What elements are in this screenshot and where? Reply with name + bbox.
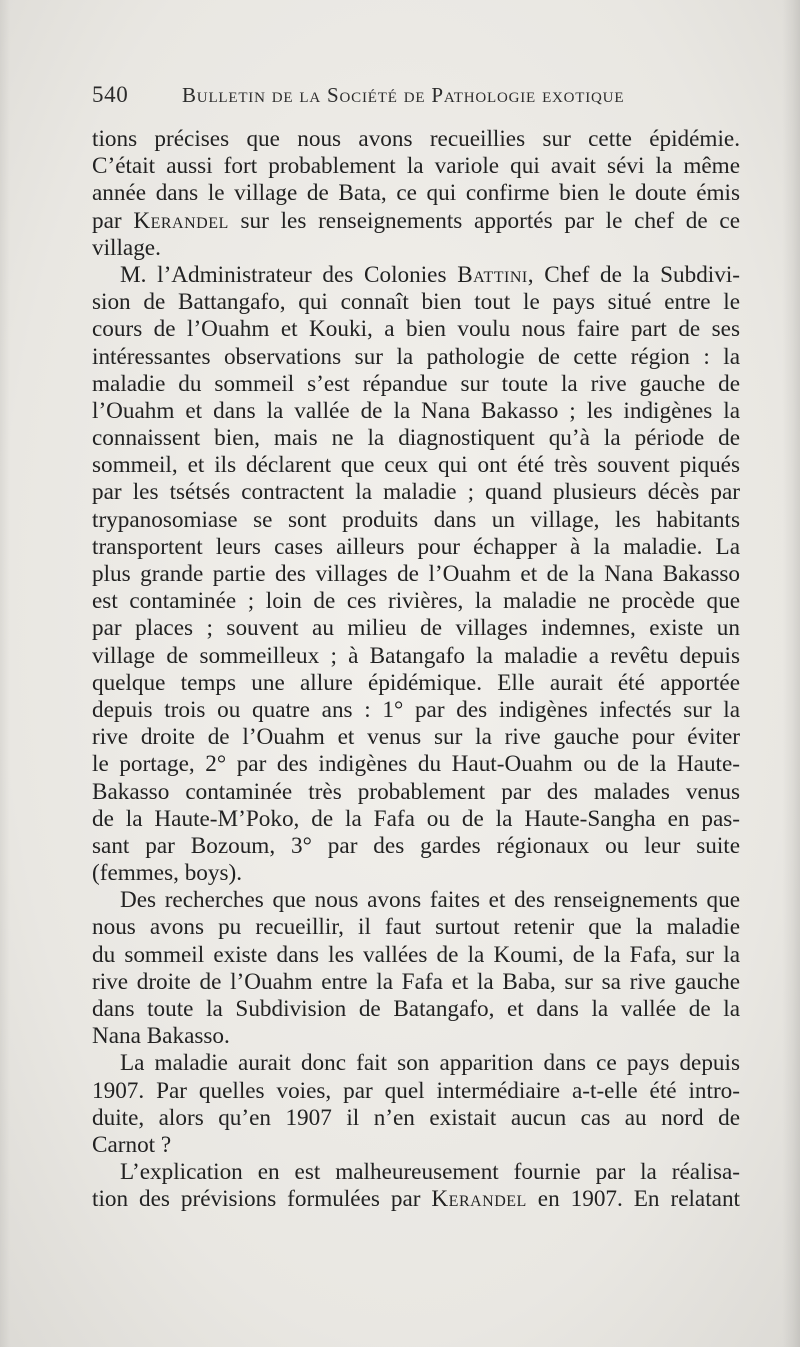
text-line: rive droite de l’Ouahm entre la Fafa et la Baba, sur sa rive gauche <box>92 968 740 995</box>
text-fragment: en 1907. En relatant <box>526 1186 740 1213</box>
text-line: quelque temps une allure épidémique. Elle aurait été apportée <box>92 669 740 696</box>
text-line: village. <box>92 234 161 261</box>
text-fragment: par <box>92 207 134 234</box>
page-header <box>92 82 742 116</box>
text-line: transportent leurs cases ailleurs pour échapper à la maladie. La <box>92 533 740 560</box>
text-line: rive droite de l’Ouahm et venus sur la rive gauche pour éviter <box>92 724 740 751</box>
text-line: sion de Battangafo, qui connaît bien tout le pays situé entre le <box>92 289 740 316</box>
text-line: cours de l’Ouahm et Kouki, a bien voulu nous faire part de ses <box>92 316 740 343</box>
body-text <box>92 126 740 1214</box>
text-line: trypanosomiase se sont produits dans un village, les habitants <box>92 506 740 533</box>
text-fragment: tion des prévisions formulées par <box>92 1186 432 1213</box>
text-line: est contaminée ; loin de ces rivières, la maladie ne procède que <box>92 588 740 615</box>
text-line: depuis trois ou quatre ans : 1° par des indigènes infectés sur la <box>92 696 740 723</box>
author-name-battini: Battini <box>457 261 528 288</box>
author-name-kerandel: Kerandel <box>133 207 229 234</box>
text-fragment: M. l’Administrateur des Colonies <box>120 261 458 288</box>
text-line: C’était aussi fort probablement la variole qui avait sévi la même <box>92 153 740 180</box>
text-line: année dans le village de Bata, ce qui confirme bien le doute émis <box>92 180 740 207</box>
page-gutter-shadow <box>782 0 800 1347</box>
text-fragment: sur les renseignements apportés par le chef de ce <box>228 207 741 234</box>
text-line <box>92 208 740 235</box>
text-line: dans toute la Subdivision de Batangafo, et dans la vallée de la <box>92 996 740 1022</box>
text-line: par places ; souvent au milieu de villages indemnes, existe un <box>92 615 740 642</box>
running-title: Bulletin de la Société de Pathologie exotique <box>182 83 625 107</box>
text-line: sommeil, et ils déclarent que ceux qui ont été très souvent piqués <box>92 452 740 479</box>
text-line: tions précises que nous avons recueillies sur cette épidémie. <box>92 126 740 152</box>
text-line <box>92 262 740 289</box>
text-line: Carnot ? <box>92 1131 172 1158</box>
text-line: le portage, 2° par des indigènes du Haut-Ouahm ou de la Haute- <box>92 751 740 778</box>
text-line: (femmes, boys). <box>92 860 243 887</box>
text-line: sant par Bozoum, 3° par des gardes régionaux ou leur suite <box>92 832 740 859</box>
text-line: maladie du sommeil s’est répandue sur toute la rive gauche de <box>92 370 740 397</box>
text-line: par les tsétsés contractent la maladie ; quand plusieurs décès par <box>92 479 740 506</box>
text-line: Bakasso contaminée très probablement par des malades venus <box>92 778 740 805</box>
text-line: nous avons pu recueillir, il faut surtout retenir que la maladie <box>92 914 740 941</box>
text-line: l’Ouahm et dans la vallée de la Nana Bakasso ; les indigènes la <box>92 397 740 424</box>
text-line: connaissent bien, mais ne la diagnostiquent qu’à la période de <box>92 425 740 452</box>
text-line: du sommeil existe dans les vallées de la Koumi, de la Fafa, sur la <box>92 941 740 968</box>
page-left-shadow <box>0 0 10 1347</box>
text-line: L’explication en est malheureusement fournie par la réalisa- <box>120 1159 740 1186</box>
text-fragment: , Chef de la Subdivi- <box>527 261 740 288</box>
text-line <box>92 1186 740 1213</box>
text-line: 1907. Par quelles voies, par quel intermédiaire a-t-elle été intro- <box>92 1077 740 1104</box>
author-name-kerandel: Kerandel <box>431 1186 527 1213</box>
text-line: Nana Bakasso. <box>92 1023 230 1050</box>
text-line: La maladie aurait donc fait son apparition dans ce pays depuis <box>120 1050 740 1077</box>
text-line: village de sommeilleux ; à Batangafo la maladie a revêtu depuis <box>92 642 740 669</box>
text-line: duite, alors qu’en 1907 il n’en existait aucun cas au nord de <box>92 1104 740 1131</box>
page-number: 540 <box>92 82 129 107</box>
text-line: intéressantes observations sur la pathologie de cette région : la <box>92 343 740 370</box>
text-line: de la Haute-M’Poko, de la Fafa ou de la Haute-Sangha en pas- <box>92 805 740 832</box>
text-line: plus grande partie des villages de l’Ouahm et de la Nana Bakasso <box>92 561 740 587</box>
text-line: Des recherches que nous avons faites et des renseignements que <box>120 887 740 914</box>
